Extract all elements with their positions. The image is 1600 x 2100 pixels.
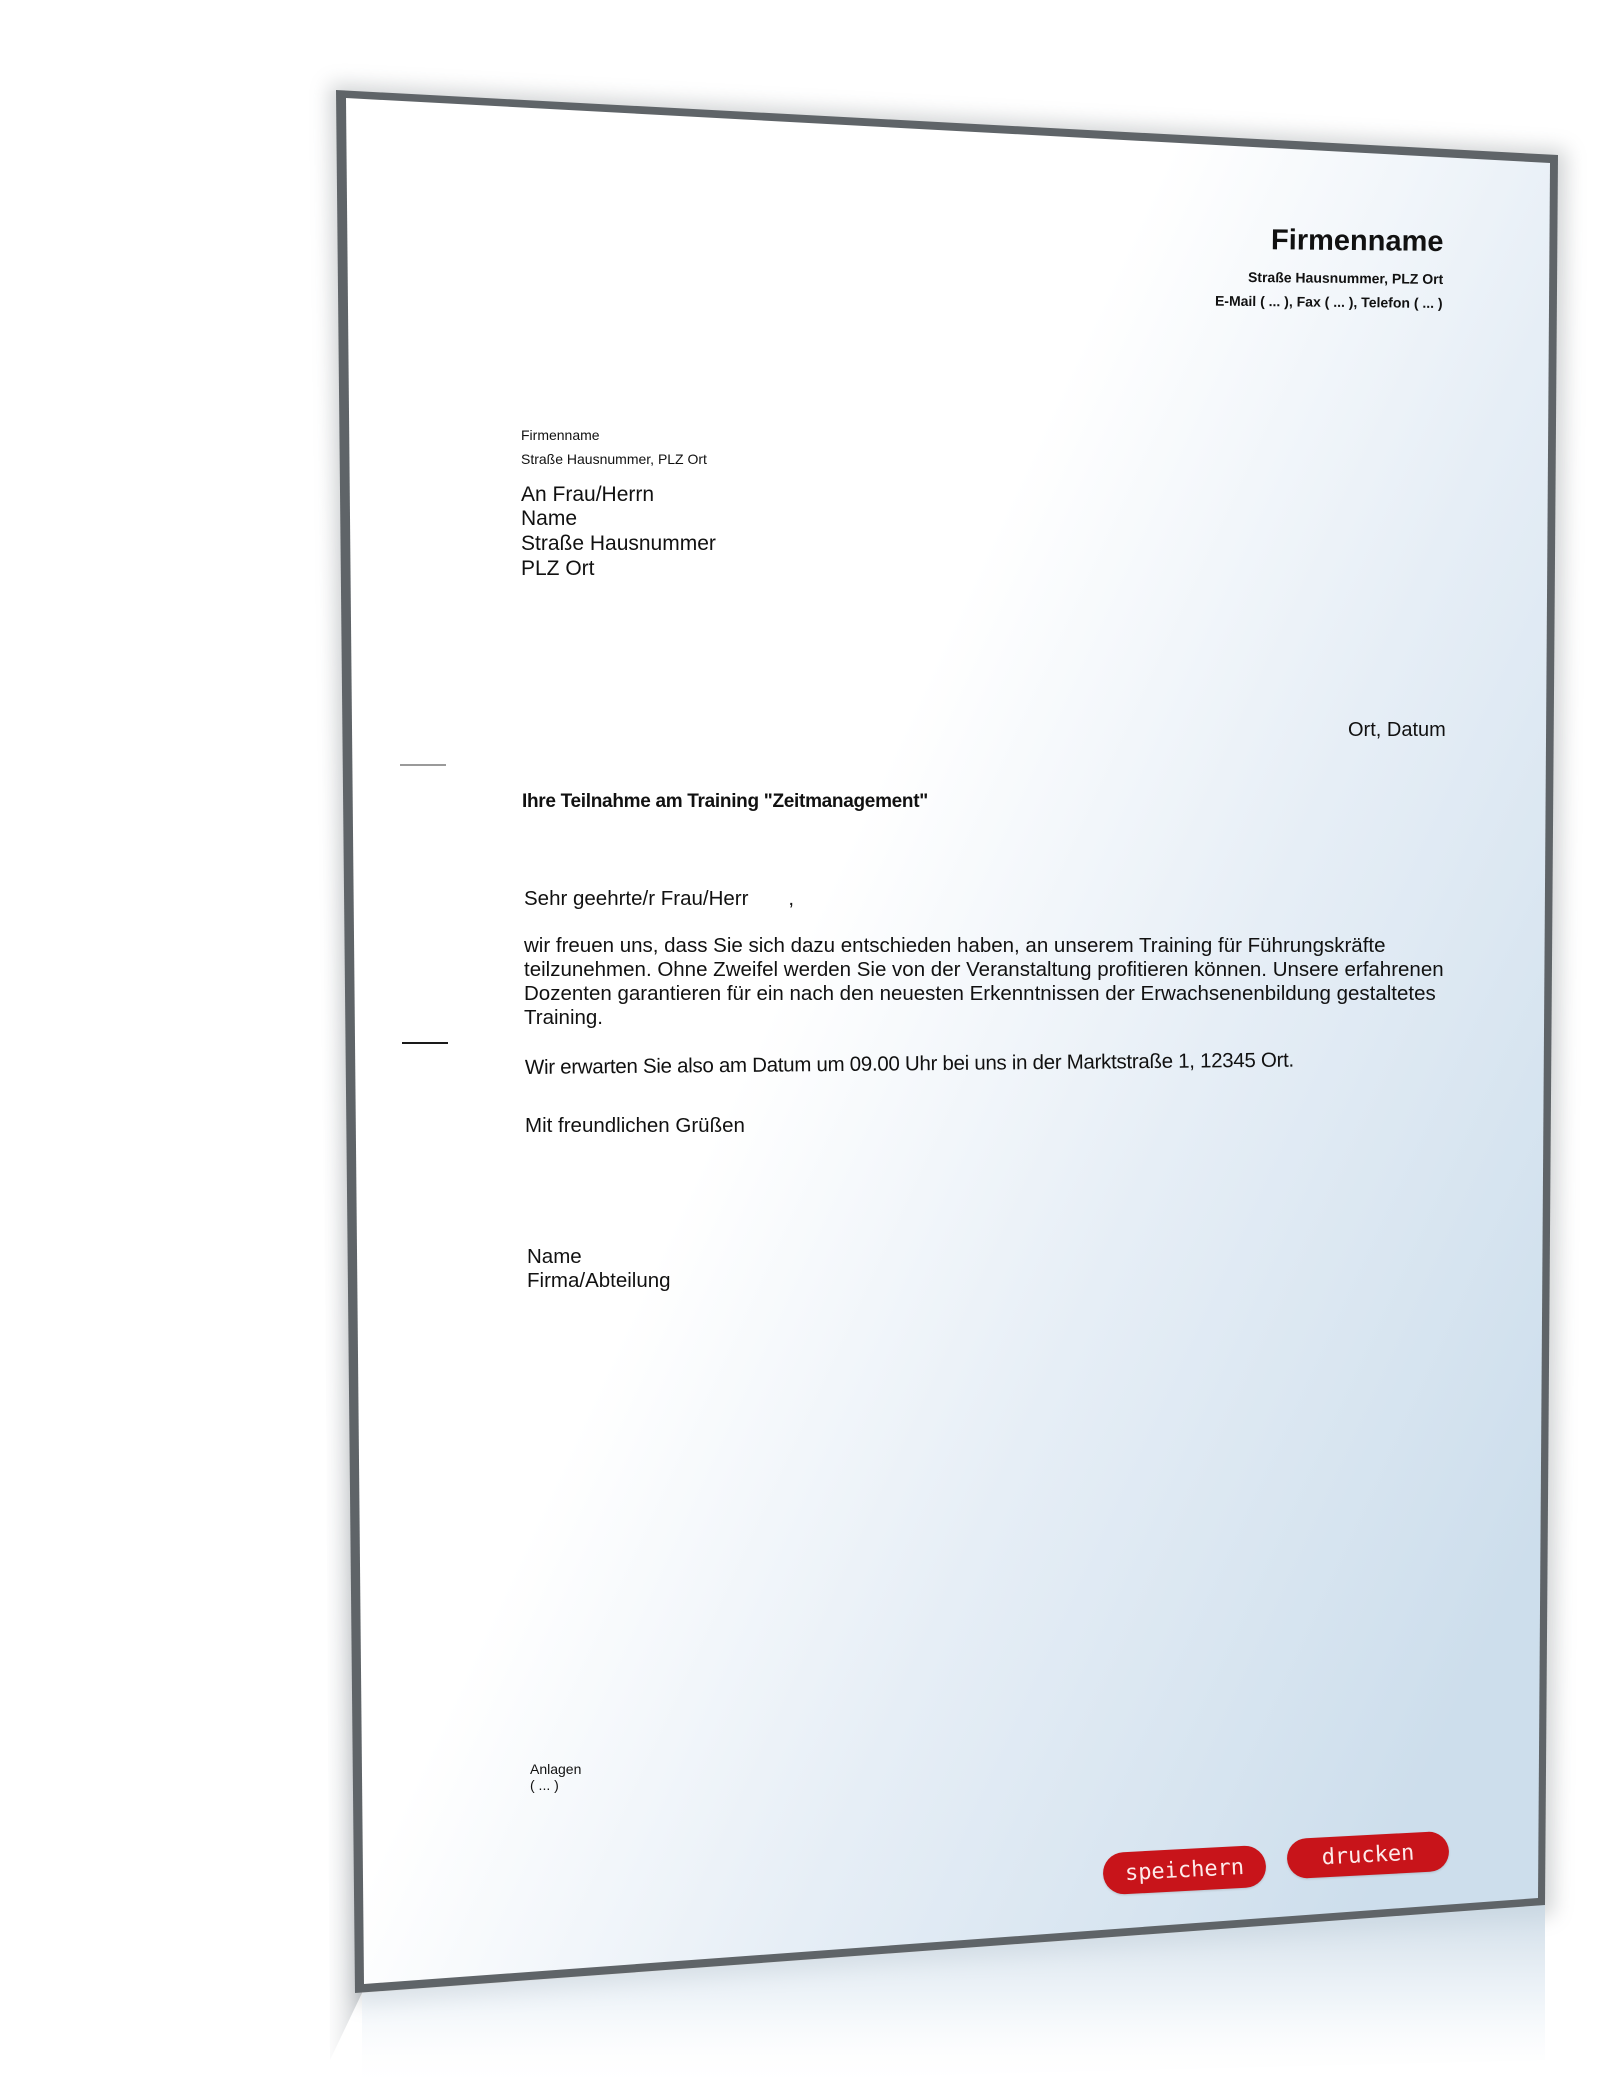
signature-name: Name [527,1245,582,1268]
body-paragraph-1-line-1: wir freuen uns, dass Sie sich dazu entschieden haben, an unserem Training für Führungskräfte [524,934,1386,957]
recipient-line-4: PLZ Ort [521,557,595,580]
print-button-label: drucken [1321,1840,1415,1870]
signature-department: Firma/Abteilung [527,1269,671,1292]
return-address-street: Straße Hausnummer, PLZ Ort [521,451,707,467]
salutation: Sehr geehrte/r Frau/Herr , [524,887,795,910]
body-paragraph-1-line-3: Dozenten garantieren für ein nach den neuesten Erkenntnissen der Erwachsenenbildung gestaltetes [524,982,1436,1005]
print-button[interactable] [1286,1831,1450,1879]
place-date: Ort, Datum [1348,719,1446,741]
body-paragraph-1-line-4: Training. [524,1006,603,1029]
letterhead-address: Straße Hausnummer, PLZ Ort [1247,268,1444,287]
letterhead-company-name: Firmenname [1270,224,1444,258]
return-address-company: Firmenname [521,427,600,443]
closing: Mit freundlichen Grüßen [525,1114,745,1137]
fold-mark-middle [402,1042,448,1044]
attachments-label: Anlagen [530,1761,582,1777]
recipient-line-1: An Frau/Herrn [521,483,655,506]
recipient-line-2: Name [521,507,578,530]
subject-line: Ihre Teilnahme am Training "Zeitmanagement" [522,791,928,812]
body-paragraph-1-line-2: teilzunehmen. Ohne Zweifel werden Sie von der Veranstaltung profitieren können. Unsere erfahrenen [524,958,1444,981]
save-button[interactable] [1102,1845,1267,1895]
body-paragraph-2: Wir erwarten Sie also am Datum um 09.00 Uhr bei uns in der Marktstraße 1, 12345 Ort. [524,1048,1295,1079]
letterhead-contact: E-Mail ( ... ), Fax ( ... ), Telefon ( ... ) [1215,292,1444,311]
save-button-label: speichern [1124,1854,1245,1886]
fold-mark-top [400,764,446,766]
recipient-line-3: Straße Hausnummer [521,532,716,555]
attachments-value: ( ... ) [530,1777,559,1793]
